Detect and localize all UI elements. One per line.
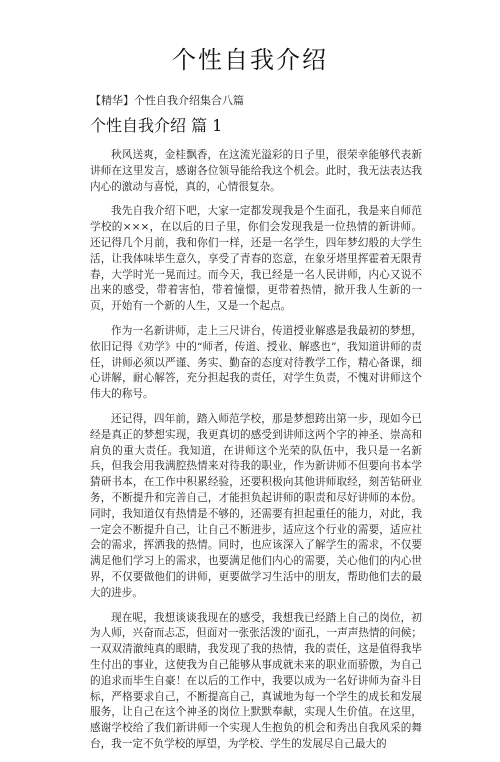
section-heading: 个性自我介绍 篇 1 bbox=[90, 116, 223, 135]
document-title: 个性自我介绍 bbox=[172, 46, 328, 74]
paragraph: 我先自我介绍下吧，大家一定都发现我是个生面孔，我是来自师范学校的×××，在以后的日子里，你们会发现我是一位热情的新讲师。还记得几个月前，我和你们一样，还是一名学生，四年梦幻般的大学生活，让我体味毕生意久，享受了青春的恣意，在象牙塔里挥霍着无限青春，大学时光一晃而过。而今天，我已经是一名人民讲师，内心又说不出来的感受，带着害怕，带着憧憬，更带着热情，掀开我人生新的一页，开始有一个新的人生，又是一个起点。 bbox=[90, 205, 422, 313]
paragraph: 还记得，四年前，踏入师范学校，那是梦想跨出第一步，现如今已经是真正的梦想实现，我更真切的感受到讲师这两个字的神圣、崇高和肩负的重大责任。我知道，在讲师这个光荣的队伍中，我只是一名新兵，但我会用我满腔热情来对待我的职业，作为新讲师不但要向书本学猜研书本，在工作中积累经验，还要积极向其他讲师取经，刻苦钻研业务，不断提升和完善自己，才能担负起讲师的职责和尽好讲师的本份。同时，我知道仅有热情是不够的，还需要有担起重任的能力，对此，我一定会不断提升自己，让自己不断进步，适应这个行业的需要，适应社会的需求，挥洒我的热情。同时，也应该深入了解学生的需求，不仅要满足他们学习上的需求，也要满足他们内心的需要，关心他们的内心世界，不仅要做他们的讲师，更要做学习生活中的朋友，帮助他们去的最大的进步。 bbox=[90, 412, 422, 599]
paragraph: 秋风送爽，金桂飘香，在这流光溢彩的日子里，很荣幸能够代表新讲师在这里发言，感谢各位领导能给我这个机会。此时，我无法表达我内心的激动与喜悦，真的，心情很复杂。 bbox=[90, 149, 422, 193]
paragraph: 作为一名新讲师，走上三尺讲台，传道授业解惑是我最初的梦想，依旧记得《劝学》中的“师者，传道、授业、解惑也”，我知道讲师的责任，讲师必须以严谨、务实、勤奋的态度对待教学工作，精心备课，细心讲解，耐心解答，充分担起我的责任，对学生负责，不愧对讲师这个伟大的称号。 bbox=[90, 324, 422, 401]
document-subtitle: 【精华】个性自我介绍集合八篇 bbox=[90, 94, 244, 107]
paragraph: 现在呢，我想谈谈我现在的感受，我想我已经踏上自己的岗位，初为人师，兴奋而忐忑，但面对一张张活泼的'面孔，一声声热情的问候；一双双清澈纯真的眼睛，我发现了我的热情，我的责任，这是值得我毕生付出的事业，这使我为自己能够从事成就未来的职业而骄傲，为自己的追求而毕生自豪！在以后的工作中，我要以成为一名好讲师为奋斗目标，严格要求自己，不断提高自己，真诚地为每一个学生的成长和发展服务，让自己在这个神圣的岗位上默默奉献，实现人生价值。在这里，感谢学校给了我们新讲师一个实现人生抱负的机会和秀出自我风采的舞台，我一定不负学校的厚望，为学校、学生的发展尽自己最大的 bbox=[90, 611, 422, 750]
body-text bbox=[90, 148, 422, 762]
